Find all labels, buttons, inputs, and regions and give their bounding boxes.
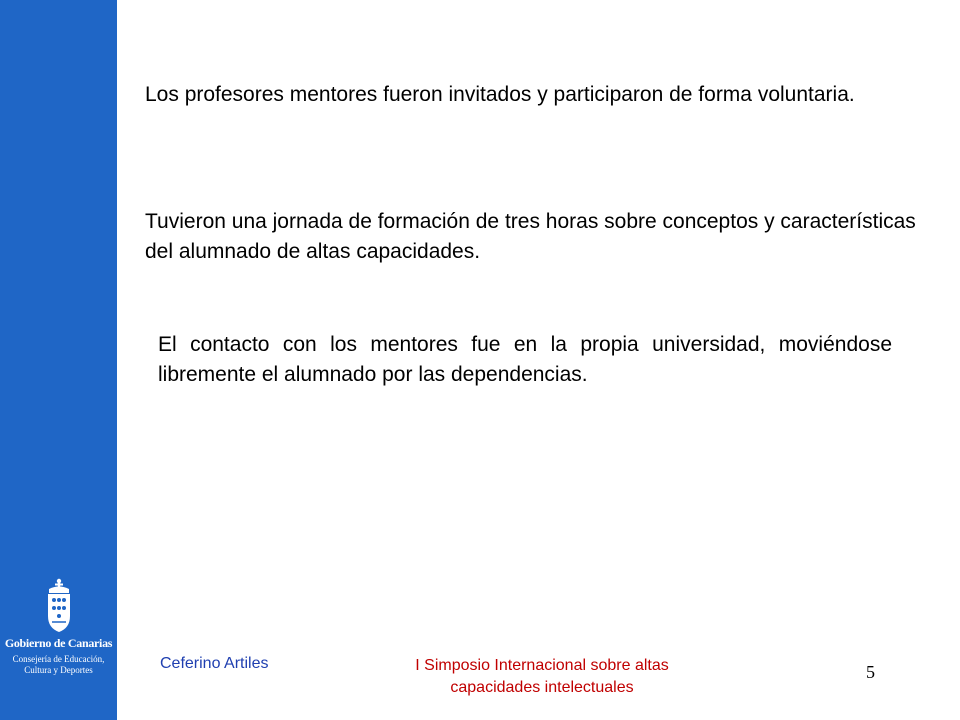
footer-author: Ceferino Artiles xyxy=(160,655,269,672)
paragraph-university-contact: El contacto con los mentores fue en la propia universidad, moviéndose libremente el alumnado por las dependencias. xyxy=(158,333,892,386)
logo-department-line2: Cultura y Deportes xyxy=(24,665,93,675)
paragraph-training-session: Tuvieron una jornada de formación de tres horas sobre conceptos y características del alumnado de altas capacidades. xyxy=(145,210,916,263)
page-number: 5 xyxy=(866,662,875,682)
logo-department-line1: Consejería de Educación, xyxy=(12,654,105,664)
sidebar-band xyxy=(0,0,117,720)
gobierno-de-canarias-logo xyxy=(0,578,117,678)
footer-event-title: I Simposio Internacional sobre altas capacidades intelectuales xyxy=(415,657,669,696)
logo-name: Gobierno de Canarias xyxy=(4,636,113,650)
coat-of-arms-icon xyxy=(46,578,72,634)
logo-department xyxy=(0,654,117,676)
paragraph-mentors-invited: Los profesores mentores fueron invitados y participaron de forma voluntaria. xyxy=(145,83,855,106)
